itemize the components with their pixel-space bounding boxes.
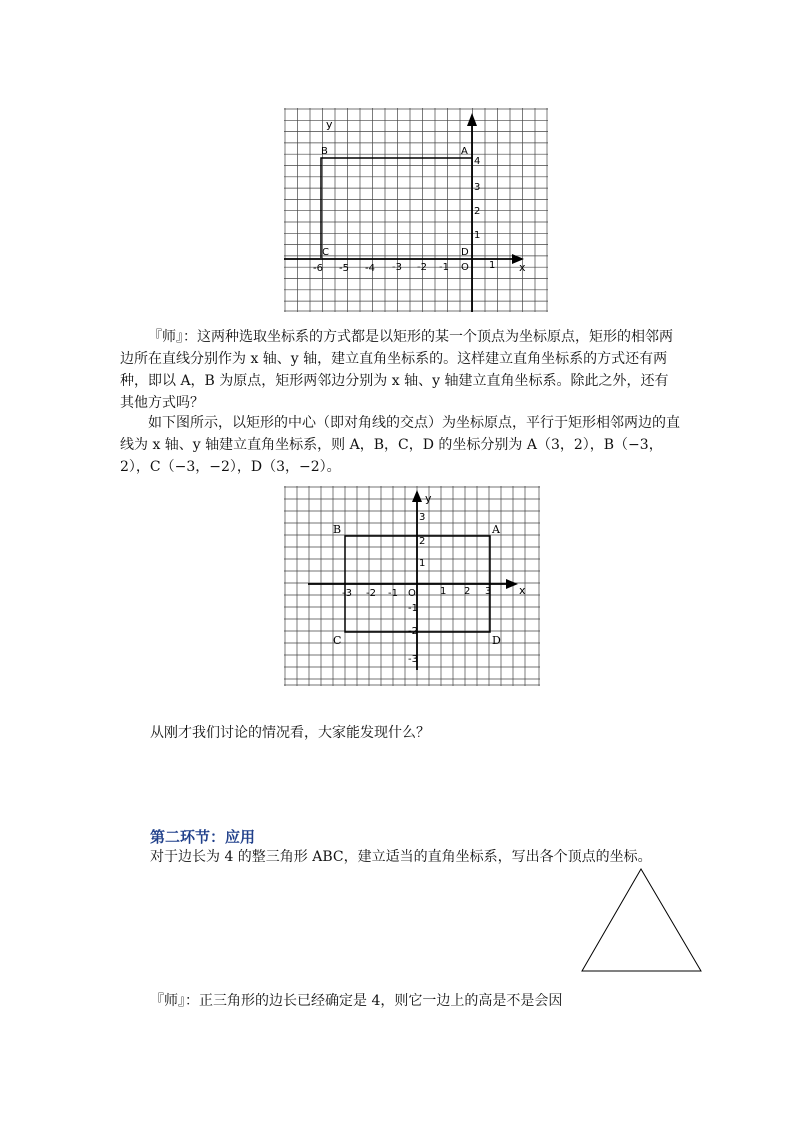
figure1-point-a: A <box>461 146 468 157</box>
figure1-coordinate-grid <box>284 108 548 312</box>
figure2-x-arrow <box>506 579 518 589</box>
equilateral-triangle <box>582 869 701 971</box>
figure1-point-d: D <box>461 247 469 258</box>
figure1-x-tick-n1: -1 <box>439 262 449 273</box>
figure1-x-tick-n5: -5 <box>339 263 349 274</box>
figure1-x-tick-n2: -2 <box>417 262 427 273</box>
figure1-rectangle <box>321 158 472 258</box>
figure2-x-tick-2: 2 <box>464 586 471 597</box>
figure1-y-tick-4: 4 <box>474 156 481 167</box>
problem-text: 对于边长为 4 的整三角形 ABC，建立适当的直角坐标系，写出各个顶点的坐标。 <box>150 849 652 865</box>
figure1-x-tick-n6: -6 <box>313 263 323 274</box>
figure2-x-tick-n2: -2 <box>366 588 376 599</box>
figure2-y-tick-n3: -3 <box>408 654 418 665</box>
figure2-x-tick-3: 3 <box>485 586 492 597</box>
figure2-coordinate-grid <box>284 486 540 686</box>
figure2-x-tick-n3: -3 <box>342 588 352 599</box>
figure2-point-c: C <box>333 634 342 647</box>
figure2-y-tick-1: 1 <box>419 558 426 569</box>
figure1-x-tick-n4: -4 <box>365 263 375 274</box>
paragraph-2: 如下图所示，以矩形的中心（即对角线的交点）为坐标原点，平行于矩形相邻两边的直线为 x 轴、y 轴建立直角坐标系，则 A，B，C，D 的坐标分别为 A（3，2），B（−3，2），C（−3，−2），D（3，−2）。 <box>120 415 680 475</box>
paragraph-1: 『师』：这两种选取坐标系的方式都是以矩形的某一个顶点为坐标原点，矩形的相邻两边所在直线分别作为 x 轴、y 轴，建立直角坐标系的。这样建立直角坐标系的方式还有两种，即以 A，B 为原点，矩形两邻边分别为 x 轴、y 轴建立直角坐标系。除此之外，还有其他方式吗？ <box>120 329 673 411</box>
figure2-point-a: A <box>492 523 500 536</box>
figure1-x-tick-n3: -3 <box>392 262 402 273</box>
figure2-x-tick-1: 1 <box>440 586 447 597</box>
figure1-point-b: B <box>321 146 328 157</box>
figure2-origin-label: O <box>408 588 416 599</box>
figure2-point-d: D <box>492 634 501 647</box>
figure1-y-tick-1: 1 <box>474 230 481 241</box>
figure1-y-arrow <box>467 113 477 126</box>
figure2-x-tick-n1: -1 <box>388 588 398 599</box>
figure2-y-arrow <box>412 490 422 502</box>
figure1-x-tick-1: 1 <box>489 260 496 271</box>
figure1-x-label: x <box>519 261 526 274</box>
figure2-y-tick-n1: -1 <box>408 603 418 614</box>
teacher-line: 『师』：正三角形的边长已经确定是 4，则它一边上的高是不是会因 <box>150 993 563 1009</box>
figure1-y-tick-2: 2 <box>474 206 481 217</box>
figure2-x-label: x <box>519 584 526 597</box>
figure1-grid-lines <box>284 108 548 312</box>
equilateral-triangle-figure <box>580 866 704 974</box>
figure2-point-b: B <box>333 523 342 536</box>
figure2-y-tick-2: 2 <box>419 536 426 547</box>
figure1-y-tick-3: 3 <box>474 182 481 193</box>
figure1-y-label: y <box>326 118 333 131</box>
figure1-origin-label: O <box>461 262 469 273</box>
figure1-point-c: C <box>322 247 329 258</box>
figure2-y-tick-n2: -2 <box>408 626 418 637</box>
figure2-y-label: y <box>425 492 432 505</box>
section-heading: 第二环节：应用 <box>150 828 256 846</box>
figure2-y-tick-3: 3 <box>419 512 426 523</box>
question-text: 从刚才我们讨论的情况看，大家能发现什么？ <box>150 725 430 741</box>
